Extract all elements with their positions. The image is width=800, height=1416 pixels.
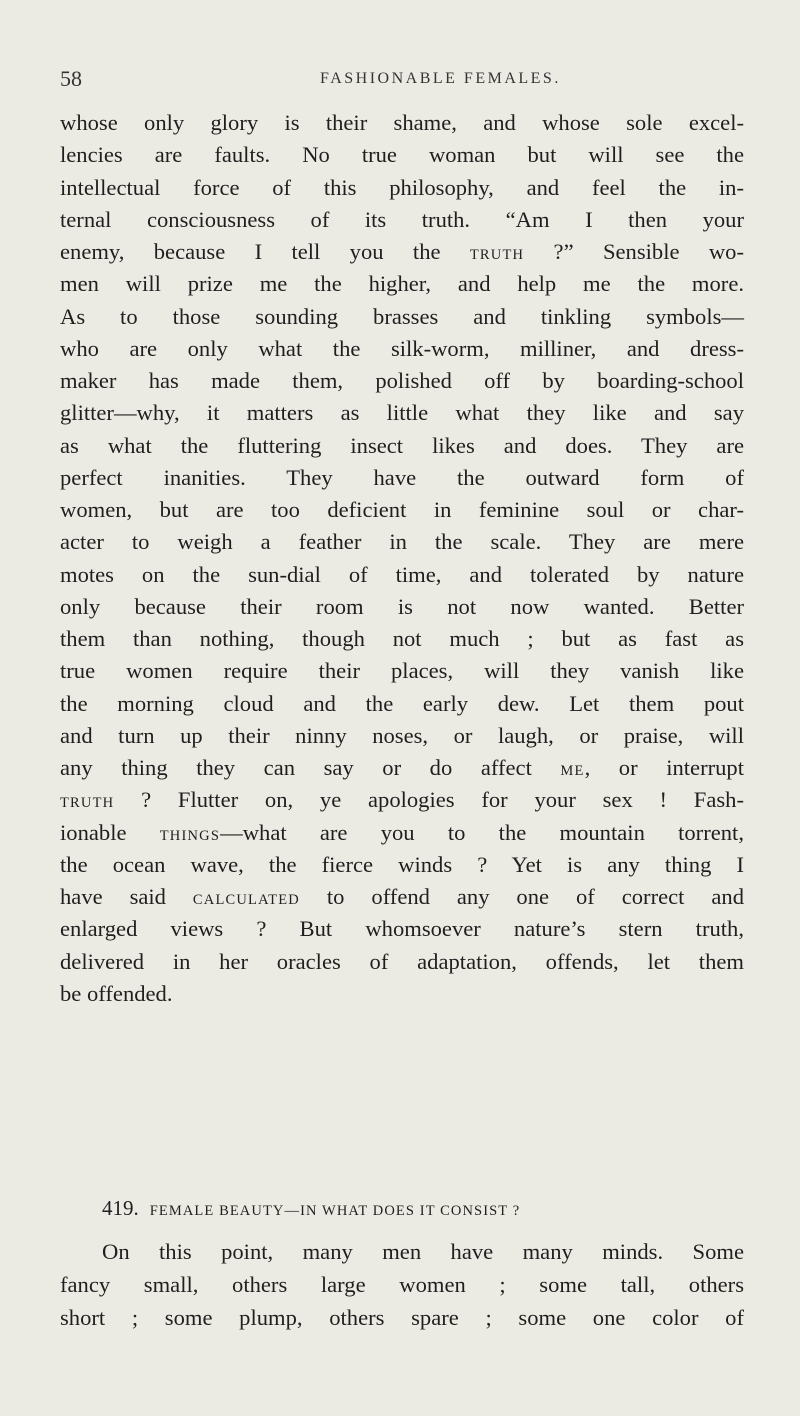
text-segment: intellectual force of this philosophy, and feel the in- xyxy=(60,174,744,200)
text-segment: enemy, because I tell you the xyxy=(60,239,470,264)
text-line: short ; some plump, others spare ; some one color of xyxy=(60,1305,744,1330)
text-segment: lencies are faults. No true woman but will see the xyxy=(60,142,744,168)
text-line xyxy=(60,591,744,623)
text-line xyxy=(60,526,744,558)
text-line xyxy=(60,688,744,720)
text-segment: enlarged views ? But whomsoever nature’s stern truth, xyxy=(60,916,744,942)
text-line xyxy=(60,655,744,687)
text-segment: as what the fluttering insect likes and does. They are xyxy=(60,432,744,458)
small-caps-word: ME xyxy=(560,763,585,779)
text-segment: delivered in her oracles of adaptation, offends, let them xyxy=(60,948,744,974)
text-segment: ? Flutter on, ye apologies for your sex ! Fash- xyxy=(114,787,744,813)
small-caps-word: CALCULATED xyxy=(192,892,300,908)
text-line xyxy=(60,365,744,397)
text-line xyxy=(60,849,744,881)
text-line: On this point, many men have many minds. Some xyxy=(102,1239,744,1264)
text-segment: any thing they can say or do affect xyxy=(60,755,561,780)
text-line xyxy=(60,268,744,300)
text-line xyxy=(60,139,744,171)
text-segment: ionable xyxy=(60,819,160,845)
text-line xyxy=(60,913,744,945)
section-title: FEMALE BEAUTY—IN WHAT DOES IT CONSIST ? xyxy=(149,1203,521,1219)
text-segment: women, but are too deficient in feminine soul or char- xyxy=(60,497,744,522)
small-caps-word: TRUTH xyxy=(469,247,525,263)
text-line xyxy=(60,623,744,655)
section-heading xyxy=(102,1195,752,1221)
text-segment: maker has made them, polished off by boarding-school xyxy=(60,368,744,393)
text-segment: perfect inanities. They have the outward form of xyxy=(60,464,744,490)
text-segment: to offend any one of correct and xyxy=(299,884,744,909)
text-line xyxy=(60,752,744,784)
text-segment: have said xyxy=(60,884,193,909)
small-caps-word: THINGS xyxy=(159,827,221,844)
paragraph-2 xyxy=(60,1235,744,1334)
text-segment: acter to weigh a feather in the scale. They are mere xyxy=(60,529,744,555)
text-segment: motes on the sun-dial of time, and tolerated by nature xyxy=(60,561,744,587)
text-line xyxy=(60,784,744,816)
text-line xyxy=(60,946,744,978)
text-line xyxy=(60,236,744,268)
paragraph-1 xyxy=(60,107,744,1010)
text-line xyxy=(60,204,744,236)
running-head xyxy=(60,66,744,94)
text-segment: ternal consciousness of its truth. “Am I then your xyxy=(60,206,744,232)
text-segment: the morning cloud and the early dew. Let them pout xyxy=(60,690,744,716)
text-segment: them than nothing, though not much ; but as fast as xyxy=(60,626,744,651)
text-line xyxy=(60,333,744,365)
text-line xyxy=(60,817,744,849)
text-line xyxy=(60,107,744,139)
text-segment: only because their room is not now wanted. Better xyxy=(60,593,744,619)
page-number: 58 xyxy=(60,66,82,91)
text-line: fancy small, others large women ; some tall, others xyxy=(60,1272,744,1297)
text-segment: men will prize me the higher, and help me the more. xyxy=(60,271,744,297)
text-line xyxy=(60,462,744,494)
text-line xyxy=(60,559,744,591)
text-segment: glitter—why, it matters as little what they like and say xyxy=(60,400,744,426)
text-line xyxy=(60,301,744,333)
text-segment: who are only what the silk-worm, milliner, and dress- xyxy=(60,335,744,361)
text-line xyxy=(60,172,744,204)
text-segment: and turn up their ninny noses, or laugh, or praise, will xyxy=(60,722,744,748)
text-segment: ?” Sensible wo- xyxy=(524,239,744,264)
text-segment: As to those sounding brasses and tinkling symbols— xyxy=(60,303,744,329)
text-segment: , or interrupt xyxy=(584,755,744,780)
text-segment: true women require their places, will they vanish like xyxy=(60,658,744,684)
running-title: FASHIONABLE FEMALES. xyxy=(320,70,561,87)
text-segment: be offended. xyxy=(60,980,173,1006)
text-line xyxy=(60,978,744,1010)
text-segment: the ocean wave, the fierce winds ? Yet is any thing I xyxy=(60,851,744,877)
text-line xyxy=(60,881,744,913)
text-segment: whose only glory is their shame, and whose sole excel- xyxy=(60,110,744,135)
text-line xyxy=(60,494,744,526)
section-number: 419. xyxy=(102,1196,139,1220)
text-segment: —what are you to the mountain torrent, xyxy=(220,819,744,845)
text-line xyxy=(60,430,744,462)
text-line xyxy=(60,720,744,752)
small-caps-word: TRUTH xyxy=(60,795,115,812)
text-line xyxy=(60,397,744,429)
